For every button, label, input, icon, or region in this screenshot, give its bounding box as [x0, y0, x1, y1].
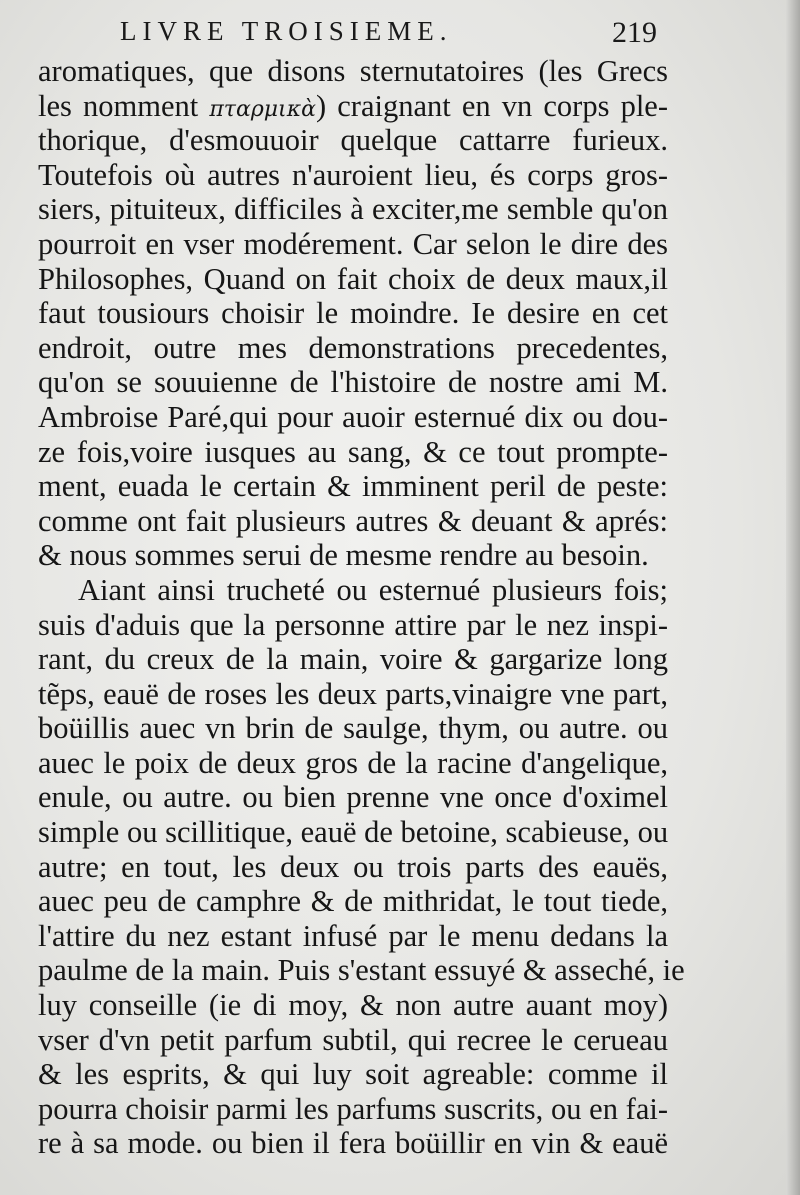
text-line — [38, 988, 668, 1023]
text-line-segment: faut tousiours choisir le moindre. Ie desire en cet — [38, 296, 668, 331]
text-line-segment: enule, ou autre. ou bien prenne vne once d'oximel — [38, 780, 668, 815]
text-line — [38, 884, 668, 919]
text-line-segment: ) craignant en vn corps ple- — [315, 88, 668, 123]
text-line-segment: paulme de la main. Puis s'estant essuyé & asseché, ie — [38, 953, 685, 988]
text-line-segment: Toutefois où autres n'auroient lieu, és corps gros- — [38, 157, 668, 192]
text-line-segment: vser d'vn petit parfum subtil, qui recree le cerueau — [38, 1022, 668, 1057]
text-line — [38, 365, 668, 400]
text-line — [38, 227, 668, 262]
text-line — [38, 296, 668, 331]
text-line-segment: Aiant ainsi truchеté ou esternué plusieurs fois; — [78, 572, 668, 607]
text-line-segment: ment, euada le certain & imminent peril de peste: — [38, 469, 668, 504]
page-header — [0, 14, 800, 54]
text-line-segment: thorique, d'esmouuoir quelque cattarre furieux. — [38, 123, 668, 158]
text-line — [38, 504, 668, 539]
text-line — [38, 1126, 668, 1161]
running-head: LIVRE TROISIEME. — [120, 16, 453, 46]
text-line — [38, 1023, 668, 1058]
text-line — [38, 953, 685, 988]
text-line-segment: siers, pituiteux, difficiles à exciter,me semble qu'on — [38, 192, 668, 227]
text-line-segment: simple ou scillitique, eauë de betoine, scabieuse, ou — [38, 815, 669, 850]
text-line-segment: pourra choisir parmi les parfums suscrits, ou en fai- — [38, 1091, 668, 1126]
text-line-segment: Ambroise Paré,qui pour auoir esternué dix ou dou- — [38, 399, 668, 434]
text-line-segment: Philosophes, Quand on fait choix de deux maux,il — [38, 261, 668, 296]
text-line — [38, 608, 668, 643]
text-line — [38, 1057, 668, 1092]
text-line-segment: pourroit en vser modérement. Car selon le dire des — [38, 226, 668, 261]
text-line — [38, 919, 668, 954]
text-line — [38, 400, 668, 435]
text-line — [38, 262, 668, 297]
text-line-segment: aromatiques, que disons sternutatoires (les Grecs — [38, 54, 668, 88]
text-line — [38, 435, 668, 470]
text-line-segment: auec peu de camphre & de mithridat, le tout tiede, — [38, 884, 668, 919]
page-number: 219 — [612, 16, 657, 49]
text-line — [38, 469, 668, 504]
text-line — [38, 746, 668, 781]
text-line-segment: les nomment — [38, 88, 210, 123]
text-line — [38, 331, 668, 366]
text-line — [38, 780, 668, 815]
text-line — [38, 158, 668, 193]
text-line — [38, 538, 668, 573]
text-line — [38, 677, 668, 712]
text-line-segment: luy conseille (ie di moy, & non autre auant moy) — [38, 988, 668, 1023]
text-line-segment: boüillis auec vn brin de saulge, thym, ou autre. ou — [38, 711, 668, 746]
text-line-segment: l'attire du nez estant infusé par le menu dedans la — [38, 918, 668, 953]
body-text — [38, 54, 685, 1161]
text-line-segment: & nous sommes serui de mesme rendre au besoin. — [38, 538, 649, 573]
text-line — [38, 89, 668, 124]
text-line — [38, 54, 668, 89]
text-line — [38, 192, 668, 227]
text-line-segment: comme ont fait plusieurs autres & deuant & aprés: — [38, 503, 668, 538]
text-line — [38, 642, 668, 677]
text-line-segment: & les esprits, & qui luy soit agreable: comme il — [38, 1057, 668, 1092]
page-edge-shadow — [786, 0, 800, 1195]
greek-word: πταρμικὰ — [209, 96, 316, 122]
text-line-segment: rant, du creux de la main, voire & gargarize long — [38, 642, 668, 677]
text-line-segment: ze fois,voire iusques au sang, & ce tout prompte- — [38, 434, 668, 469]
text-line — [38, 815, 668, 850]
text-line-segment: auec le poix de deux gros de la racine d'angelique, — [38, 745, 668, 780]
text-line-segment: endroit, outre mes demonstrations precedentes, — [38, 330, 668, 365]
text-line-segment: re à sa mode. ou bien il fera boüillir en vin & eauë — [38, 1126, 668, 1161]
text-line — [38, 1092, 668, 1127]
text-line — [38, 123, 668, 158]
text-line — [38, 573, 668, 608]
text-line-segment: autre; en tout, les deux ou trois parts des eauës, — [38, 849, 668, 884]
text-line — [38, 711, 668, 746]
text-line-segment: qu'on se souuienne de l'histoire de nostre ami M. — [38, 365, 668, 400]
text-line-segment: suis d'aduis que la personne attire par le nez inspi- — [38, 607, 668, 642]
text-line — [38, 850, 668, 885]
text-line-segment: tẽps, eauë de roses les deux parts,vinaigre vne part, — [38, 676, 668, 711]
